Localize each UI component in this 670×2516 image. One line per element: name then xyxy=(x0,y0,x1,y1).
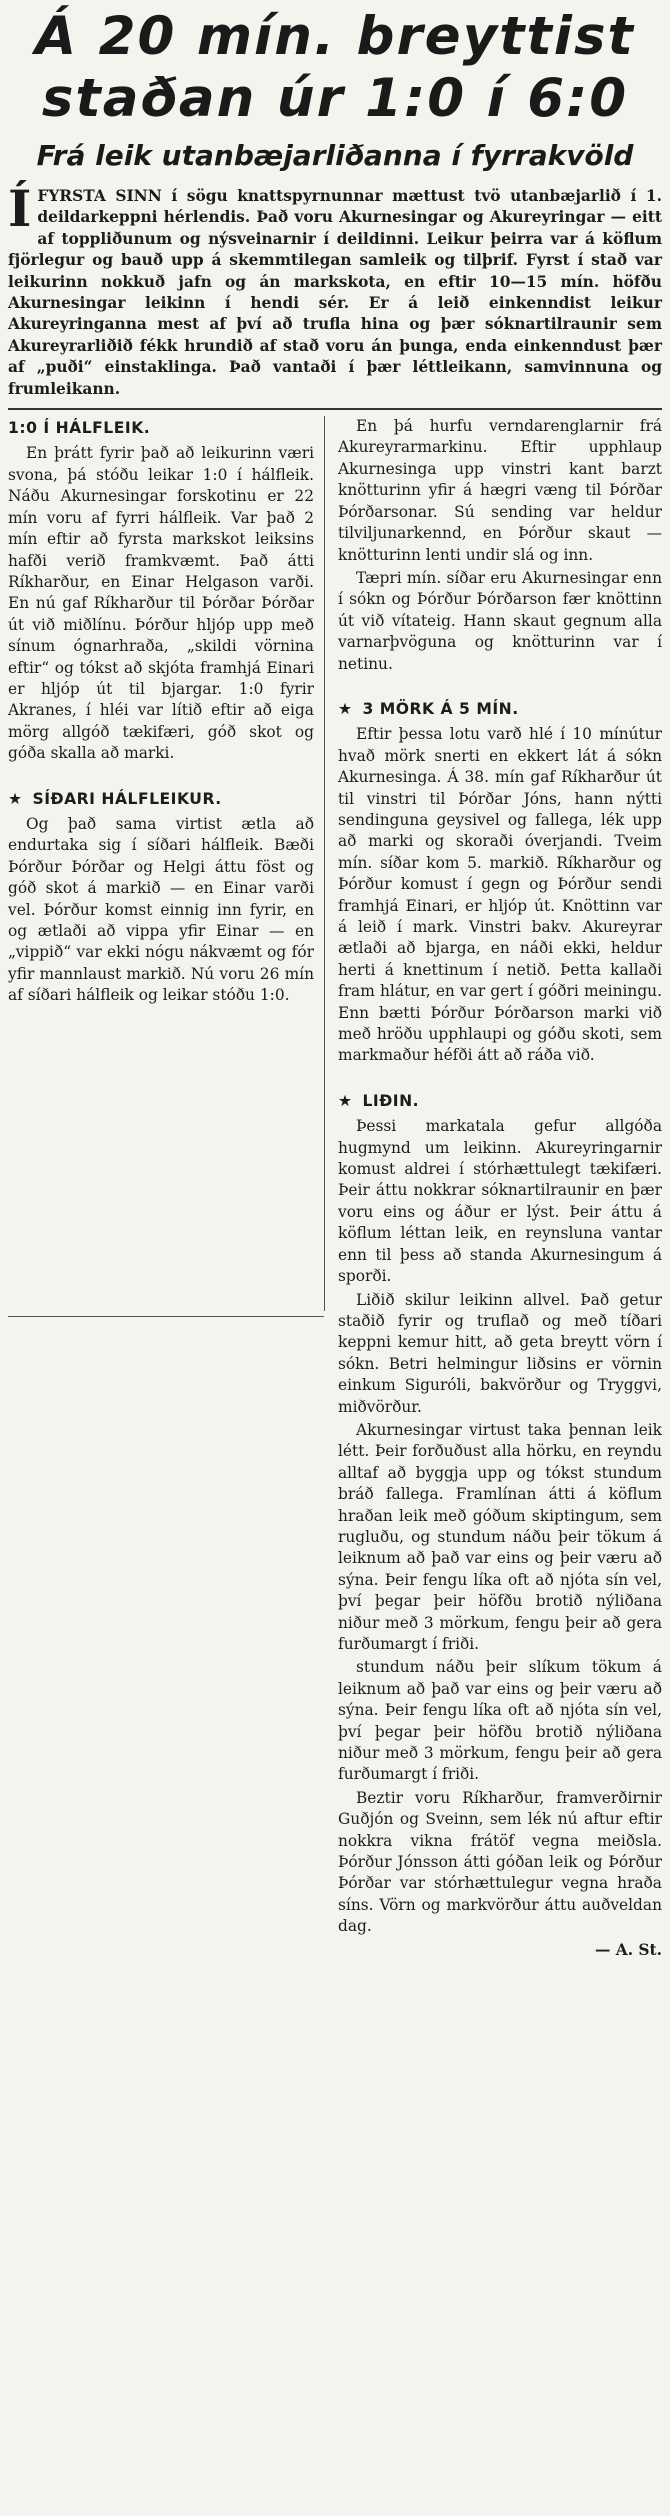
divider xyxy=(8,408,662,410)
paragraph: Þessi markatala gefur allgóða hugmynd um leikinn. Akureyringarnir komust aldrei í stórhættulegt tækifæri. Þeir áttu nokkrar sóknartilraunir en þær voru eins og áður er lýst. Þeir áttu á köflum léttan leik, en reynsluna vantar enn til þess að standa Akurnesingum á sporði. xyxy=(338,1117,662,1286)
paragraph: Liðið skilur leikinn allvel. Það getur staðið fyrir og truflað og með tíðari keppni kemur hitt, að geta breytt vörn í sókn. Betri helmingur liðsins er vörnin einkum Siguróli, bakvörður og Tryggvi, miðvörður. xyxy=(338,1290,662,1416)
paragraph: Og það sama virtist ætla að endurtaka sig í síðari hálfleik. Bæði Þórður Þórðar og Helgi áttu föst og góð skot á markið — en Einar varði vel. Þórður komst einnig inn fyrir, en og ætlaði að vippa yfir Einar — en „vippið“ var ekki nógu nákvæmt og fór yfir mannlaust markið. Nú voru 26 mín af síðari hálfleik og leikar stóðu 1:0. xyxy=(8,814,314,1005)
left-column xyxy=(8,416,314,1009)
subheadline: Frá leik utanbæjarliðanna í fyrrakvöld xyxy=(36,139,634,172)
section-heading-halfleik: 1:0 Í HÁLFLEIK. xyxy=(8,419,151,438)
paragraph: Akurnesingar virtust taka þennan leik létt. Þeir forðuðust alla hörku, en reyndu alltaf að byggja upp og tókst stundum bráð fallega. Framlínan átti á köflum hraðan leik með góðum skiptingum, sem rugluðu, og stundum náðu þeir tökum á leiknum að það var eins og þeir væru að sýna. Þeir fengu líka oft að njóta sín vel, því þegar þeir höfðu brotið nýliðana niður með 3 mörkum, fengu þeir að gera furðumargt í friði. xyxy=(338,1420,662,1653)
heading-text: LIÐIN. xyxy=(362,1091,420,1110)
column-divider xyxy=(324,416,325,1311)
heading-text: SÍÐARI HÁLFLEIKUR. xyxy=(32,789,222,808)
paragraph: En þrátt fyrir það að leikurinn væri svona, þá stóðu leikar 1:0 í hálfleik. Náðu Akurnesingar forskotinu er 22 mín voru af fyrri hálfleik. Var það 2 mín eftir að fyrsta markskot leiksins hafði verið framkvæmt. Það átti Ríkharður, en Einar Helgason varði. En nú gaf Ríkharður til Þórðar Þórðar út við miðlínu. Þórður hljóp upp með sínum ógnarhraða, „skildi vörnina eftir“ og tókst að skjóta framhjá Einari er hljóp út til bjargar. 1:0 fyrir Akranes, í hléi var lítið eftir að eiga mörg allgóð tækifæri, góð skot og góða skalla að marki. xyxy=(8,444,314,763)
section-heading-sidari xyxy=(8,789,314,810)
paragraph: Eftir þessa lotu varð hlé í 10 mínútur hvað mörk snerti en ekkert lát á sókn Akurnesinga. Á 38. mín gaf Ríkharður út til vinstri til Þórðar Jóns, hann nýtti sendinguna geysivel og fallega, lék upp að marki og skoraði óverjandi. Tveim mín. síðar kom 5. markið. Ríkharður og Þórður komust í gegn og Þórður sendi framhjá Einari, er hljóp út. Knöttinn var á leið í mark. Vinstri bakv. Akureyrar ætlaði að bjarga, en náði ekki, heldur herti á knettinum í netið. Þetta kallaði fram hlátur, en var gert í góðri meiningu. Enn bætti Þórður Þórðarson marki við með hröðu upphlaupi og góðu skoti, sem markmaður héfði átt að ráða við. xyxy=(338,725,662,1065)
paragraph: En þá hurfu verndarenglarnir frá Akureyrarmarkinu. Eftir upphlaup Akurnesinga upp vinstri kant barzt knötturinn yfir á hægri væng til Þórðar Þórðarsonar. Sú sending var heldur tilviljunarkennd, en Þórður skaut — knötturinn lenti undir slá og inn. xyxy=(338,417,662,564)
section-heading-lidin xyxy=(338,1091,662,1112)
signature: — A. St. xyxy=(595,1940,662,1959)
headline: Á 20 mín. breyttist staðan úr 1:0 í 6:0 xyxy=(35,6,635,129)
paragraph: Beztir voru Ríkharður, framverðirnir Guðjón og Sveinn, sem lék nú aftur eftir nokkra vikna frátöf vegna meiðsla. Þórður Jónsson átti góðan leik og Þórður Þórðar var stórhættulegur vegna hraða síns. Vörn og markvörður áttu auðveldan dag. xyxy=(338,1788,662,1936)
dropcap: Í xyxy=(8,179,32,238)
star-icon: ★ xyxy=(338,699,353,718)
star-icon: ★ xyxy=(8,789,23,808)
article-columns xyxy=(8,416,662,2516)
left-column-end-rule xyxy=(8,1316,324,1317)
paragraph: stundum náðu þeir slíkum tökum á leiknum að það var eins og þeir væru að sýna. Þeir fengu líka oft að njóta sín vel, því þegar þeir höfðu brotið nýliðana niður með 3 mörkum, fengu þeir að gera furðumargt í friði. xyxy=(338,1658,662,1784)
lead-paragraph xyxy=(8,179,662,400)
heading-text: 3 MÖRK Á 5 MÍN. xyxy=(362,699,519,718)
lead-text: FYRSTA SINN í sögu knattspyrnunnar mættust tvö utanbæjarlið í 1. deildarkeppni hérlendis. Það voru Akurnesingar og Akureyringar — eitt af toppliðunum og nýsveinarnir í deildinni. Leikur þeirra var á köflum fjörlegur og bauð upp á skemmtilegan samleik og tilþrif. Fyrst í stað var leikurinn nokkuð jafn og án markskota, en eftir 10—15 mín. höfðu Akurnesingar leikinn í hendi sér. Er á leið einkenndist leikur Akureyringanna mest af því að trufla hina og þær sóknartilraunir sem Akureyrarliðið fékk hrundið af stað voru án þunga, enda einkenndust þær af „puði“ einstaklinga. Það vantaði í þær léttleikann, samvinnuna og frumleikann. xyxy=(8,187,662,398)
section-heading-mork xyxy=(338,699,662,720)
right-column xyxy=(338,416,662,1961)
star-icon: ★ xyxy=(338,1091,353,1110)
paragraph: Tæpri mín. síðar eru Akurnesingar enn í sókn og Þórður Þórðarson fær knöttinn út við vítateig. Hann skaut gegnum alla varnarþvöguna og knötturinn var í netinu. xyxy=(338,568,662,673)
